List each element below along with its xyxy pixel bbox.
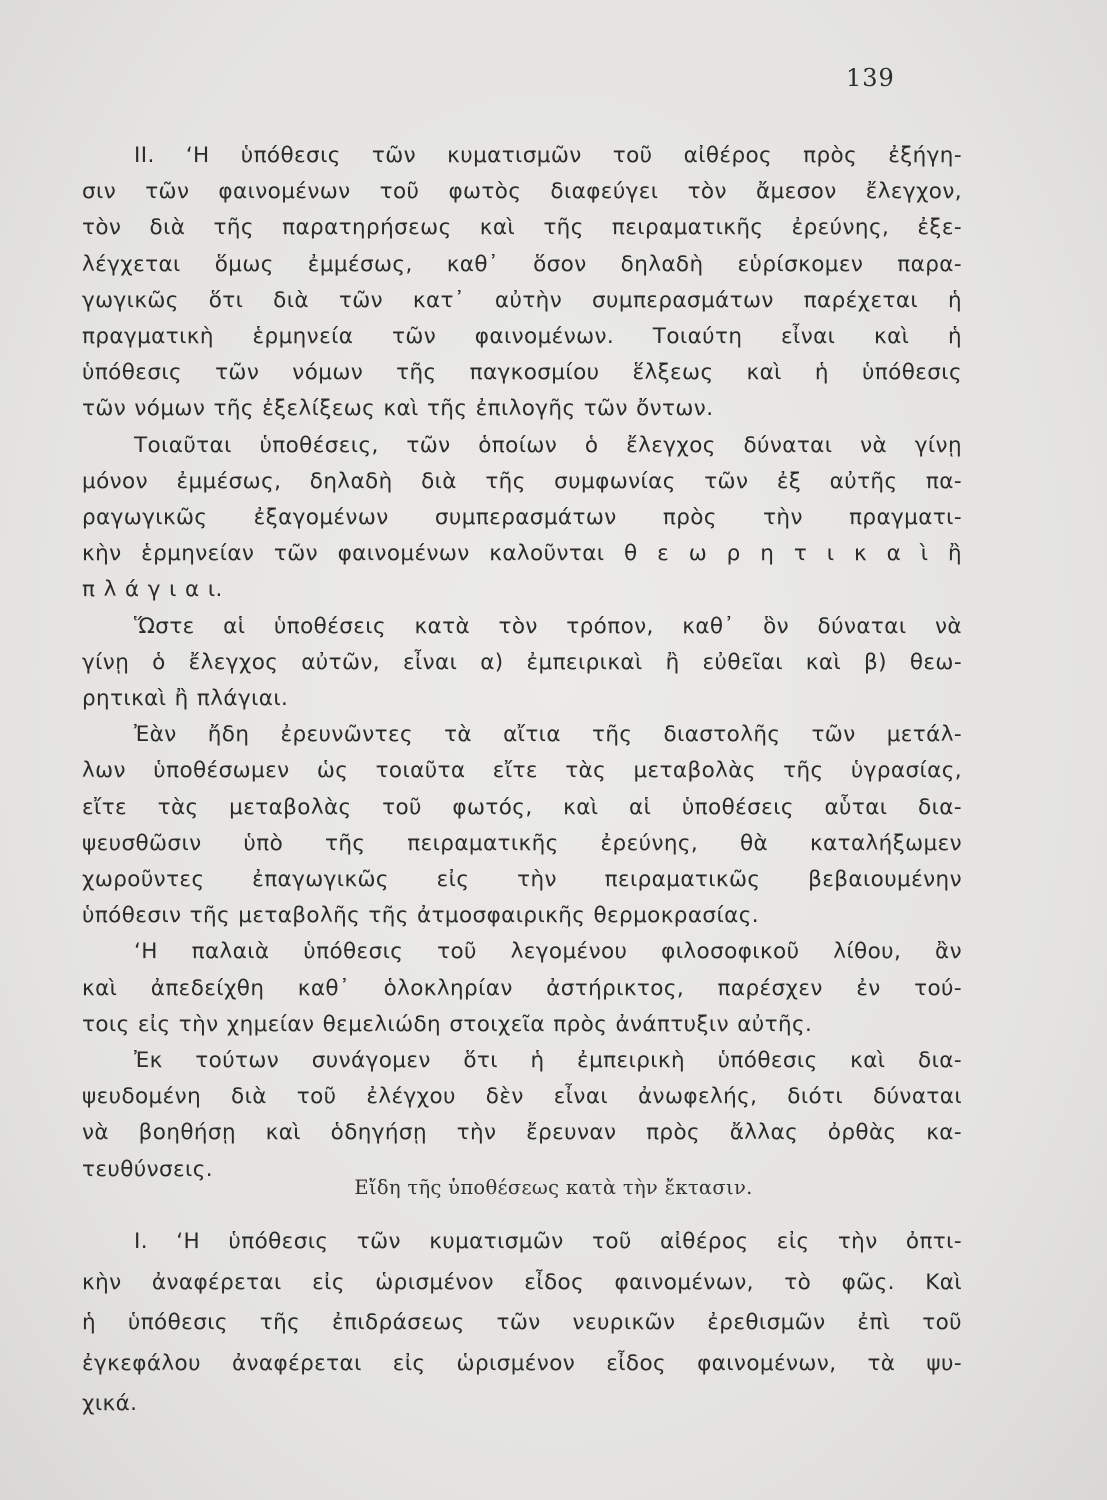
text-line: ὑπόθεσις τῶν νόμων τῆς παγκοσμίου ἕλξεως καὶ ἡ ὑπόθεσις (82, 360, 962, 386)
text-line: κὴν ἑρμηνείαν τῶν φαινομένων καλοῦνται θ ε ω ρ η τ ι κ α ὶ ἢ (82, 541, 962, 567)
text-line: εἴτε τὰς μεταβολὰς τοῦ φωτός, καὶ αἱ ὑποθέσεις αὗται δια- (82, 794, 962, 820)
text-line: καὶ ἀπεδείχθη καθ᾽ ὁλοκληρίαν ἀστήρικτος, παρέσχεν ἐν τού- (82, 975, 962, 1001)
text-line: ψευσθῶσιν ὑπὸ τῆς πειραματικῆς ἐρεύνης, θὰ καταλήξωμεν (82, 830, 962, 856)
text-line: τευθύνσεις. (82, 1156, 213, 1182)
main-text-block (82, 138, 962, 1188)
text-line: σιν τῶν φαινομένων τοῦ φωτὸς διαφεύγει τὸν ἄμεσον ἔλεγχον, (82, 179, 962, 205)
text-line: γωγικῶς ὅτι διὰ τῶν κατ᾽ αὐτὴν συμπερασμάτων παρέχεται ἡ (82, 287, 962, 313)
text-line: Ἐὰν ἤδη ἐρευνῶντες τὰ αἴτια τῆς διαστολῆς τῶν μετάλ- (134, 722, 962, 748)
text-line: τῶν νόμων τῆς ἐξελίξεως καὶ τῆς ἐπιλογῆς τῶν ὄντων. (82, 396, 714, 422)
text-line: ρητικαὶ ἢ πλάγιαι. (82, 686, 289, 712)
text-line: χικά. (82, 1391, 138, 1416)
text-line: κὴν ἀναφέρεται εἰς ὡρισμένον εἶδος φαινομένων, τὸ φῶς. Καὶ (82, 1269, 962, 1295)
text-line: Ὥστε αἱ ὑποθέσεις κατὰ τὸν τρόπον, καθ᾽ ὃν δύναται νὰ (134, 613, 962, 639)
text-line: πραγματικὴ ἑρμηνεία τῶν φαινομένων. Τοιαύτη εἶναι καὶ ἡ (82, 324, 962, 350)
text-line: Τοιαῦται ὑποθέσεις, τῶν ὁποίων ὁ ἔλεγχος δύναται νὰ γίνῃ (134, 432, 962, 458)
text-line: τὸν διὰ τῆς παρατηρήσεως καὶ τῆς πειραματικῆς ἐρεύνης, ἐξε- (82, 215, 962, 241)
text-line: ἡ ὑπόθεσις τῆς ἐπιδράσεως τῶν νευρικῶν ἐρεθισμῶν ἐπὶ τοῦ (82, 1310, 962, 1335)
text-line: νὰ βοηθήσῃ καὶ ὁδηγήσῃ τὴν ἔρευναν πρὸς ἄλλας ὀρθὰς κα- (82, 1120, 962, 1146)
text-line: ὑπόθεσιν τῆς μεταβολῆς τῆς ἀτμοσφαιρικῆς θερμοκρασίας. (82, 903, 759, 929)
text-line: λέγχεται ὅμως ἐμμέσως, καθ᾽ ὅσον δηλαδὴ εὑρίσκομεν παρα- (82, 251, 962, 277)
section-heading: Εἴδη τῆς ὑποθέσεως κατὰ τὴν ἔκτασιν. (354, 1176, 753, 1199)
page-number: 139 (846, 64, 895, 92)
text-line: τοις εἰς τὴν χημείαν θεμελιώδη στοιχεῖα πρὸς ἀνάπτυξιν αὐτῆς. (82, 1011, 813, 1037)
text-line: μόνον ἐμμέσως, δηλαδὴ διὰ τῆς συμφωνίας τῶν ἐξ αὐτῆς πα- (82, 468, 962, 494)
text-line: II. ‘Η ὑπόθεσις τῶν κυματισμῶν τοῦ αἰθέρος πρὸς ἐξήγη- (134, 143, 962, 168)
text-line: ραγωγικῶς ἐξαγομένων συμπερασμάτων πρὸς τὴν πραγματι- (82, 505, 962, 531)
text-line: γίνῃ ὁ ἔλεγχος αὐτῶν, εἶναι α) ἐμπειρικαὶ ἢ εὐθεῖαι καὶ β) θεω- (82, 649, 962, 675)
text-line: χωροῦντες ἐπαγωγικῶς εἰς τὴν πειραματικῶς βεβαιουμένην (82, 867, 962, 893)
text-line: λων ὑποθέσωμεν ὡς τοιαῦτα εἴτε τὰς μεταβολὰς τῆς ὑγρασίας, (82, 758, 962, 784)
text-line: π λ ά γ ι α ι. (82, 577, 223, 603)
text-line: ‘Η παλαιὰ ὑπόθεσις τοῦ λεγομένου φιλοσοφικοῦ λίθου, ἂν (134, 939, 962, 965)
section-text-block (82, 1222, 962, 1425)
text-line: Ἐκ τούτων συνάγομεν ὅτι ἡ ἐμπειρικὴ ὑπόθεσις καὶ δια- (134, 1048, 962, 1074)
text-line: ψευδομένη διὰ τοῦ ἐλέγχου δὲν εἶναι ἀνωφελής, διότι δύναται (82, 1084, 962, 1110)
text-line: ἐγκεφάλου ἀναφέρεται εἰς ὡρισμένον εἶδος φαινομένων, τὰ ψυ- (82, 1350, 962, 1376)
text-line: I. ‘Η ὑπόθεσις τῶν κυματισμῶν τοῦ αἰθέρος εἰς τὴν ὀπτι- (134, 1229, 962, 1254)
